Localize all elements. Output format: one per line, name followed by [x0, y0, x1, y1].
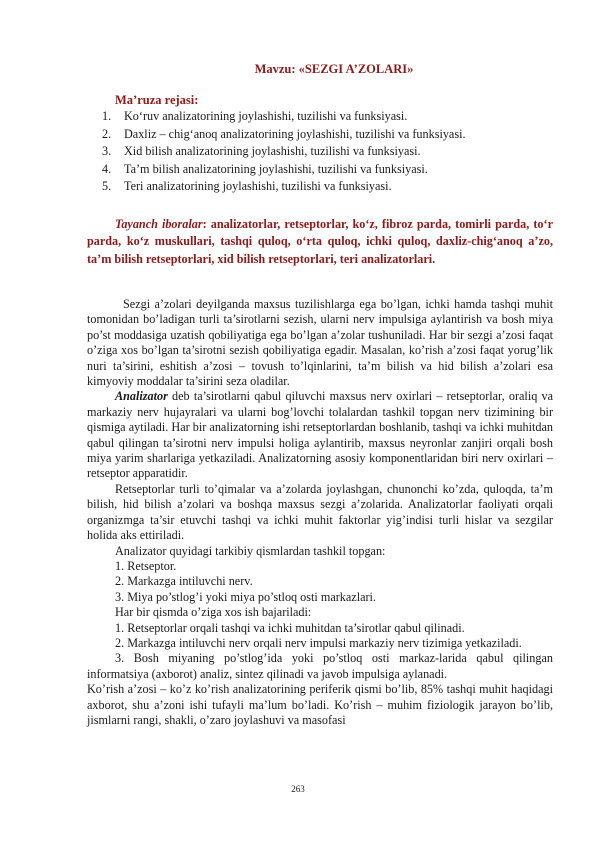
page-title: Mavzu: «SEZGI A’ZOLARI»	[254, 62, 414, 76]
list-item: 2. Daxliz – chig‘anoq analizatorining joylashishi, tuzilishi va funksiyasi.	[102, 126, 466, 141]
paragraph: Analizator quyidagi tarkibiy qismlardan tashkil topgan:	[115, 543, 386, 558]
key-terms-label: Tayanch iboralar	[115, 217, 203, 232]
lecture-plan-list	[102, 108, 552, 196]
paragraph: 1. Retseptor.	[115, 558, 177, 573]
paragraph: Retseptorlar turli to’qimalar va a’zolarda joylashgan, chunonchi ko’zda, quloqda, ta’m bilish, hid bilish a’zolari va boshqa maxsus sezgi a’zolarida. Analizatorlar faoliyati orqali organizmga ta’sir etuvchi tashqi va ichki muhit faktorlar yig’indisi turli hislar va sezgilar holida aks ettiriladi.	[87, 481, 553, 543]
analyzer-term: Analizator	[115, 389, 168, 404]
paragraph: Ko’rish a’zosi – ko’z ko’rish analizatorining periferik qismi bo’lib, 85% tashqi muhit haqidagi axborot, shu a’zoni ishi tufayli ma’lum bo’ladi. Ko’rish – muhim fiziologik jarayon bo’lib, jismlarni rangi, shakli, o’zaro joylashuvi va masofasi	[87, 682, 553, 727]
paragraph: 2. Markazga intiluvchi nerv.	[115, 574, 253, 589]
paragraph: 3. Bosh miyaning po’stlog’ida yoki po’stloq osti markaz-larida qabul qilingan informatsiya (axborot) analiz, sintez qilinadi va javob impulsiga aylanadi.	[87, 651, 553, 681]
page-number: 263	[291, 784, 305, 794]
key-terms-paragraph	[87, 216, 553, 268]
paragraph: 3. Miya po’stlog’i yoki miya po’stloq osti markazlari.	[115, 589, 376, 604]
lecture-plan-heading: Ma’ruza rejasi:	[115, 93, 199, 107]
list-item: 5. Teri analizatorining joylashishi, tuzilishi va funksiyasi.	[102, 179, 392, 194]
key-terms-text: : analizatorlar, retseptorlar, ko‘z, fibroz parda, tomirli parda, to‘r parda, ko‘z muskullari, tashqi quloq, o‘rta quloq, ichki quloq, daxliz-chig‘anoq a’zo, ta’m bilish retseptorlari, xid bilish retseptorlari, teri analizatorlari.	[87, 217, 553, 266]
list-item: 4. Ta’m bilish analizatorining joylashishi, tuzilishi va funksiyasi.	[102, 161, 428, 176]
list-item: 3. Xid bilish analizatorining joylashishi, tuzilishi va funksiyasi.	[102, 144, 421, 159]
paragraph: 2. Markazga intiluvchi nerv orqali nerv impulsi markaziy nerv tizimiga yetkaziladi.	[115, 635, 522, 650]
paragraph: 1. Retseptorlar orqali tashqi va ichki muhitdan ta’sirotlar qabul qilinadi.	[115, 620, 465, 635]
paragraph: Analizator deb ta’sirotlarni qabul qiluvchi maxsus nerv oxirlari – retseptorlar, oraliq va markaziy nerv hujayralari va ularni bog’lovchi tolalardan tashkil topgan nerv tizimining bir qismiga aytiladi. Har bir analizatorning ishi retseptorlardan boshlanib, tashqi va ichki muhitdan qabul qilingan ta’sirotni nerv impulsi holiga aylantirib, maxsus neyronlar zanjiri orqali bosh miya yarim sharlariga yetkaziladi. Analizatorning asosiy komponentlaridan biri nerv oxirlari – retseptor apparatidir.	[87, 389, 553, 481]
paragraph: Har bir qismda o’ziga xos ish bajariladi:	[115, 605, 312, 620]
paragraph: Sezgi a’zolari deyilganda maxsus tuzilishlarga ega bo’lgan, ichki hamda tashqi muhit tomonidan bo’ladigan turli ta’sirotlarni sezish, ularni nerv impulsiga aylantirish va bosh miya po’st moddasiga uzatish qobiliyatiga ega bo’lgan a’zolar tushuniladi. Har bir sezgi a’zosi faqat o’ziga xos bo’lgan ta’sirotni sezish qobiliyatiga egadir. Masalan, ko’rish a’zosi faqat yorug’lik nuri ta’sirini, eshitish a’zosi – tovush to’lqinlarini, ta’m bilish va hid bilish a’zolari esa kimyoviy moddalar ta’sirini seza oladilar.	[87, 297, 553, 389]
list-item: 1. Ko‘ruv analizatorining joylashishi, tuzilishi va funksiyasi.	[102, 109, 408, 123]
body-text	[87, 297, 553, 728]
